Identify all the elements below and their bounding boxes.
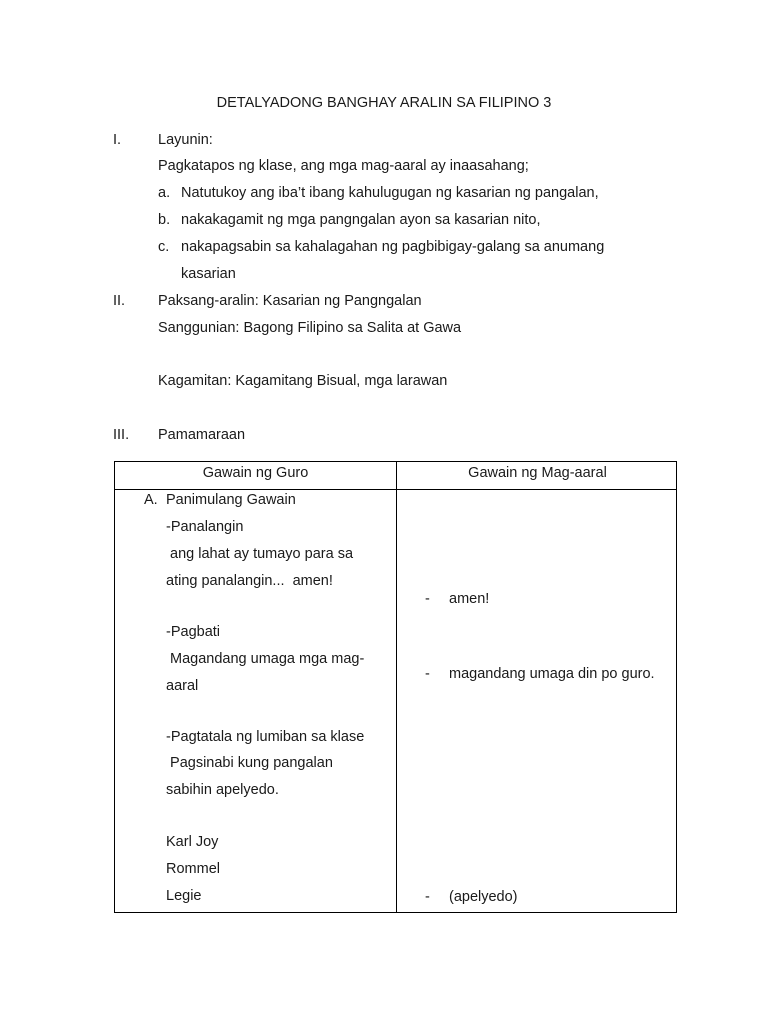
objective-a-text: Natutukoy ang iba’t ibang kahulugugan ng kasarian ng pangalan, [181,185,599,201]
section-1-intro: Pagkatapos ng klase, ang mga mag-aaral ay inaasahang; [158,158,529,174]
header-teacher: Gawain ng Guro [202,465,309,481]
student-response-dash: - [425,666,430,682]
objective-b-marker: b. [158,212,171,228]
activity-heading: Panimulang Gawain [166,492,296,508]
section-2-numeral: II. [113,293,126,309]
activity-marker: A. [144,492,158,508]
student-response-dash: - [425,889,430,905]
section-2-topic: Paksang-aralin: Kasarian ng Pangngalan [158,293,422,309]
teacher-line: Magandang umaga mga mag- [166,651,365,667]
student-name: Legie [166,888,202,904]
student-response: (apelyedo) [449,889,518,905]
teacher-line: aaral [166,678,199,694]
section-3-heading: Pamamaraan [158,427,246,443]
student-name: Karl Joy [166,834,219,850]
header-student: Gawain ng Mag-aaral [468,465,607,481]
document-title: DETALYADONG BANGHAY ARALIN SA FILIPINO 3 [216,95,552,111]
section-1-heading: Layunin: [158,132,213,148]
teacher-line: -Pagtatala ng lumiban sa klase [166,729,365,745]
section-2-reference: Sanggunian: Bagong Filipino sa Salita at Gawa [158,320,462,336]
objective-c-text: nakapagsabin sa kahalagahan ng pagbibigay-galang sa anumang [181,239,605,255]
section-3-numeral: III. [113,427,130,443]
student-response-dash: - [425,591,430,607]
teacher-line: sabihin apelyedo. [166,782,279,798]
section-1-numeral: I. [113,132,122,148]
teacher-line: Pagsinabi kung pangalan [166,755,333,771]
teacher-line: ating panalangin... amen! [166,573,333,589]
teacher-line: ang lahat ay tumayo para sa [166,546,354,562]
objective-b-text: nakakagamit ng mga pangngalan ayon sa kasarian nito, [181,212,541,228]
teacher-line: -Pagbati [166,624,221,640]
objective-c-continuation: kasarian [181,266,236,282]
objective-c-marker: c. [158,239,170,255]
student-response: magandang umaga din po guro. [449,666,655,682]
header-divider [115,489,676,490]
column-divider [396,462,397,912]
teacher-line: -Panalangin [166,519,244,535]
objective-a-marker: a. [158,185,171,201]
student-response: amen! [449,591,490,607]
student-name: Rommel [166,861,220,877]
procedure-table [114,461,677,913]
section-2-materials: Kagamitan: Kagamitang Bisual, mga larawan [158,373,448,389]
